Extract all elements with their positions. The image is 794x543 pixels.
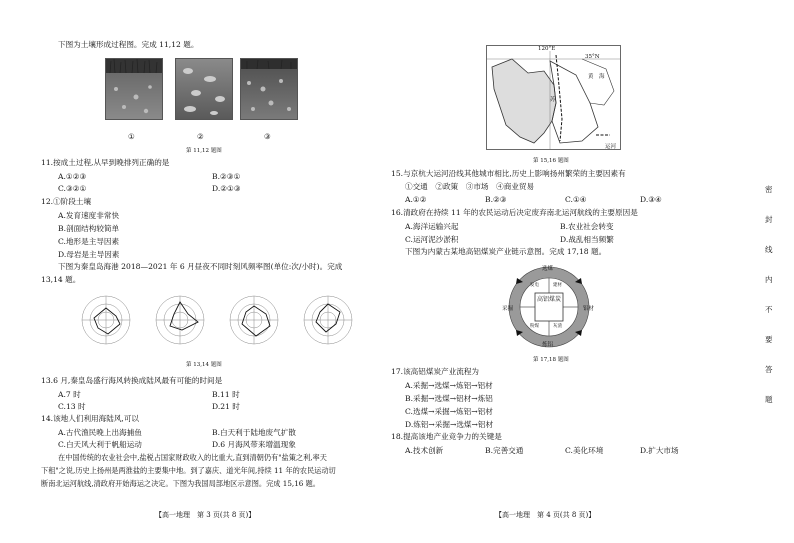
q17-stem: 17.该高铝煤炭产业流程为: [391, 367, 480, 376]
q12-option-c[interactable]: C.地形是主导因素: [58, 237, 120, 246]
intro-coal: 下图为内蒙古某地高铝煤炭产业链示意图。完成 17,18 题。: [405, 247, 607, 256]
footer-right: 【高一地理 第 4 页(共 8 页)】: [495, 511, 596, 519]
q17-option-b[interactable]: B.采掘→选煤→铝材→炼铝: [405, 394, 493, 403]
seal-line-char-2: 封: [765, 215, 773, 224]
q15-stem: 15.与京杭大运河沿线其他城市相比,历史上影响扬州繁荣的主要因素有: [391, 169, 626, 178]
map-caption: 第 15,16 题图: [533, 158, 569, 164]
passage-line3: 断南北运河航线,清政府开始海运之决定。下图为我国局部地区示意图。完成 15,16 题。: [41, 479, 320, 488]
passage-line1: 在中国传统的农业社会中,盐税占国家财政收入的比重大,直到清朝仍有"盐策之利,率天: [58, 453, 327, 462]
cycle-inner-1: 发电: [530, 283, 539, 288]
map-legend-label: 运河: [605, 144, 617, 150]
seal-line-char-8: 题: [765, 395, 773, 404]
q14-option-b[interactable]: B.白天利于陆地废气扩散: [212, 428, 296, 437]
seal-line-char-6: 要: [765, 335, 773, 344]
q13-option-a[interactable]: A.7 时: [58, 390, 81, 399]
q14-option-c[interactable]: C.白天风大利于帆船运动: [58, 440, 142, 449]
q11-option-a[interactable]: A.①②③: [58, 172, 87, 181]
q16-option-c[interactable]: C.运河泥沙淤积: [405, 235, 459, 244]
map-lon-label: 120°E: [538, 46, 556, 52]
seal-line-char-5: 不: [765, 305, 773, 314]
soil-label-1: ①: [128, 132, 135, 141]
soil-profile-2: [175, 58, 233, 120]
q14-option-d[interactable]: D.6 月海风带来增温现象: [212, 440, 296, 449]
cycle-center: 高铝煤炭: [537, 296, 562, 303]
q15-option-d[interactable]: D.③④: [640, 195, 662, 204]
q15-option-c[interactable]: C.①④: [565, 195, 587, 204]
soil-caption: 第 11,12 题图: [186, 148, 222, 154]
q15-factors: ①交通 ②政策 ③市场 ④商业贸易: [405, 182, 535, 191]
q17-option-c[interactable]: C.选煤→采掘→炼铝→铝材: [405, 407, 493, 416]
q12-option-a[interactable]: A.发育速度非常快: [58, 211, 120, 220]
q18-stem: 18.提高该地产业竞争力的关键是: [391, 432, 502, 441]
q13-option-c[interactable]: C.13 时: [58, 402, 86, 411]
cycle-label-right: 铝材: [583, 306, 595, 312]
wind-rose-figure: [70, 290, 370, 352]
passage-line2: 下租"之说,历史上扬州是两淮盐的主要集中地。到了嘉庆、道光年间,持续 11 年的农民运动切: [41, 466, 336, 475]
soil-label-3: ③: [264, 132, 271, 141]
soil-profile-3: [240, 58, 298, 120]
cycle-inner-2: 建材: [553, 283, 562, 288]
seal-line-char-4: 内: [765, 275, 773, 284]
q18-option-c[interactable]: C.美化环境: [565, 446, 604, 455]
q13-option-d[interactable]: D.21 时: [212, 402, 240, 411]
q11-option-c[interactable]: C.③②①: [58, 184, 87, 193]
q12-stem: 12.①阶段土壤: [41, 197, 92, 206]
map-lat-label: 35°N: [585, 54, 600, 60]
q13-stem: 13.6 月,秦皇岛盛行海风转换成陆风最有可能的时间是: [41, 376, 223, 385]
q17-option-d[interactable]: D.炼铝→采掘→选煤→铝材: [405, 420, 494, 429]
q12-option-d[interactable]: D.母岩是主导因素: [58, 250, 120, 259]
cycle-label-top: 选煤: [542, 266, 554, 272]
intro-wind-line2: 13,14 题。: [41, 275, 81, 284]
q11-option-b[interactable]: B.②③①: [212, 172, 241, 181]
seal-line-char-1: 密: [765, 185, 773, 194]
q16-option-d[interactable]: D.战乱相当频繁: [560, 235, 614, 244]
q17-option-a[interactable]: A.采掘→选煤→炼铝→铝材: [405, 381, 493, 390]
q11-option-d[interactable]: D.②①③: [212, 184, 241, 193]
coal-caption: 第 17,18 题图: [533, 357, 569, 363]
q18-option-a[interactable]: A.技术创新: [405, 446, 444, 455]
seal-line-char-3: 线: [765, 245, 773, 254]
q15-option-a[interactable]: A.①②: [405, 195, 427, 204]
cycle-inner-3: 粉煤: [530, 324, 539, 329]
q16-option-a[interactable]: A.海洋运输兴起: [405, 222, 459, 231]
soil-label-2: ②: [197, 132, 204, 141]
cycle-label-bottom: 炼铝: [542, 342, 554, 348]
q11-stem: 11.按成土过程,从早到晚排列正确的是: [41, 158, 170, 167]
q13-option-b[interactable]: B.11 时: [212, 390, 240, 399]
q14-stem: 14.该地人们利用海陆风,可以: [41, 414, 140, 423]
footer-left: 【高一地理 第 3 页(共 8 页)】: [155, 511, 256, 519]
q14-option-a[interactable]: A.古代渔民晚上出海捕鱼: [58, 428, 142, 437]
intro-soil: 下图为土壤形成过程图。完成 11,12 题。: [58, 40, 199, 49]
seal-line-char-7: 答: [765, 365, 773, 374]
wind-caption: 第 13,14 题图: [186, 362, 222, 368]
soil-profile-1: [105, 58, 163, 120]
q16-stem: 16.清政府在持续 11 年的农民运动后决定废弃南北运河航线的主要原因是: [391, 208, 638, 217]
q16-option-b[interactable]: B.农业社会转变: [560, 222, 614, 231]
map-sea-label: 黄 海: [588, 74, 605, 80]
cycle-inner-4: 灰渣: [553, 324, 562, 329]
cycle-label-left: 采掘: [502, 306, 514, 312]
q18-option-d[interactable]: D.扩大市场: [640, 446, 679, 455]
intro-wind-line1: 下图为秦皇岛海港 2018—2021 年 6 月昼夜不同时刻风频率图(单位:次/小时)。完成: [58, 262, 343, 271]
q12-option-b[interactable]: B.剖面结构较简单: [58, 224, 120, 233]
map-province-label: 苏: [550, 97, 556, 103]
q18-option-b[interactable]: B.完善交通: [485, 446, 524, 455]
q15-option-b[interactable]: B.②③: [485, 195, 507, 204]
